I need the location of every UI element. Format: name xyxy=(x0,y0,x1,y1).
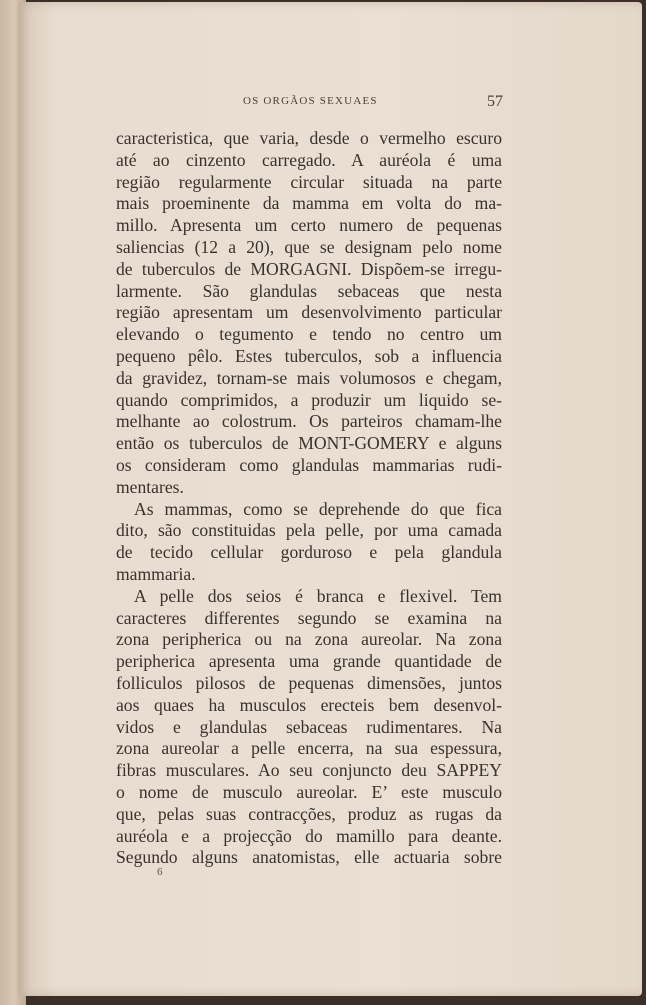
text-line: caracteres differentes segundo se examina na xyxy=(116,607,502,628)
text-line: auréola e a projecção do mamillo para deante. xyxy=(116,825,502,846)
text-line: elevando o tegumento e tendo no centro um xyxy=(116,324,502,345)
paragraph-start-line: As mammas, como se deprehende do que fica xyxy=(134,498,502,519)
text-line: quando comprimidos, a produzir um liquido se- xyxy=(116,389,502,410)
text-line: de tecido cellular gorduroso e pela glandula xyxy=(116,542,502,563)
text-line: folliculos pilosos de pequenas dimensões, juntos xyxy=(116,672,502,693)
running-head-title: OS ORGÃOS SEXUAES xyxy=(243,95,378,107)
text-line: até ao cinzento carregado. A auréola é uma xyxy=(116,149,502,170)
paragraph-start-line: A pelle dos seios é branca e flexivel. Tem xyxy=(134,585,502,606)
signature-mark: 6 xyxy=(157,866,163,878)
text-line: millo. Apresenta um certo numero de pequenas xyxy=(116,215,502,236)
page-number: 57 xyxy=(487,93,503,110)
text-line: zona aureolar a pelle encerra, na sua espessura, xyxy=(116,738,502,759)
text-line: saliencias (12 a 20), que se designam pelo nome xyxy=(116,236,502,257)
text-line: peripherica apresenta uma grande quantidade de xyxy=(116,651,502,672)
text-line: vidos e glandulas sebaceas rudimentares. Na xyxy=(116,716,502,737)
running-head xyxy=(0,93,646,111)
text-line: região apresentam um desenvolvimento particular xyxy=(116,302,502,323)
text-line: aos quaes ha musculos erecteis bem desenvol- xyxy=(116,694,502,715)
body-text xyxy=(116,128,502,869)
text-line: zona peripherica ou na zona aureolar. Na zona xyxy=(116,629,502,650)
text-line: o nome de musculo aureolar. E’ este musculo xyxy=(116,781,502,802)
text-line: Segundo alguns anatomistas, elle actuaria sobre xyxy=(116,847,502,868)
text-line: então os tuberculos de MONT-GOMERY e alguns xyxy=(116,433,502,454)
text-line: mais proeminente da mamma em volta do ma- xyxy=(116,193,502,214)
text-line: de tuberculos de MORGAGNI. Dispõem-se irregu- xyxy=(116,258,502,279)
text-line: região regularmente circular situada na parte xyxy=(116,171,502,192)
text-line: que, pelas suas contracções, produz as rugas da xyxy=(116,803,502,824)
text-line: caracteristica, que varia, desde o vermelho escuro xyxy=(116,128,502,148)
text-line: dito, são constituidas pela pelle, por uma camada xyxy=(116,520,502,541)
text-line: mentares. xyxy=(116,476,184,497)
text-line: mammaria. xyxy=(116,563,196,584)
text-line: pequeno pêlo. Estes tuberculos, sob a influencia xyxy=(116,345,502,366)
text-line: da gravidez, tornam-se mais volumosos e chegam, xyxy=(116,367,502,388)
text-line: melhante ao colostrum. Os parteiros chamam-lhe xyxy=(116,411,502,432)
text-line: larmente. São glandulas sebaceas que nesta xyxy=(116,280,502,301)
text-line: os consideram como glandulas mammarias rudi- xyxy=(116,454,502,475)
text-line: fibras musculares. Ao seu conjuncto deu SAPPEY xyxy=(116,760,502,781)
